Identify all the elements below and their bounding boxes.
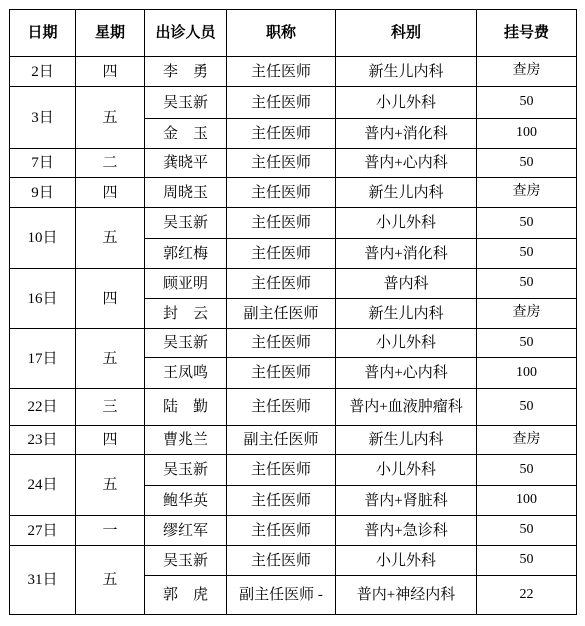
- fee-cell: 100: [477, 486, 577, 516]
- title-cell: 主任医师: [227, 486, 336, 516]
- title-cell: 主任医师: [227, 178, 336, 208]
- weekday-cell: 四: [76, 269, 145, 329]
- doctor-cell: 金 玉: [145, 119, 227, 149]
- fee-cell: 22: [477, 576, 577, 615]
- table-row: [10, 516, 577, 546]
- dept-cell: 新生儿内科: [336, 57, 477, 87]
- table-row: [10, 87, 577, 119]
- fee-cell: 100: [477, 358, 577, 389]
- fee-cell: 查房: [477, 426, 577, 455]
- fee-cell: 50: [477, 516, 577, 546]
- fee-cell: 50: [477, 269, 577, 299]
- dept-cell: 普内+消化科: [336, 239, 477, 269]
- schedule-table: [9, 9, 577, 615]
- table-row: [10, 178, 577, 208]
- header-fee: 挂号费: [477, 10, 577, 57]
- doctor-cell: 陆 勤: [145, 389, 227, 426]
- weekday-cell: 五: [76, 208, 145, 269]
- title-cell: 副主任医师: [227, 299, 336, 329]
- weekday-cell: 四: [76, 426, 145, 455]
- table-row: [10, 269, 577, 299]
- dept-cell: 普内+急诊科: [336, 516, 477, 546]
- header-title: 职称: [227, 10, 336, 57]
- table-row: [10, 426, 577, 455]
- table-row: [10, 149, 577, 178]
- title-cell: 主任医师: [227, 389, 336, 426]
- weekday-cell: 五: [76, 455, 145, 516]
- header-weekday: 星期: [76, 10, 145, 57]
- date-cell: 24日: [10, 455, 76, 516]
- fee-cell: 50: [477, 87, 577, 119]
- fee-cell: 50: [477, 455, 577, 486]
- dept-cell: 普内+消化科: [336, 119, 477, 149]
- title-cell: 主任医师: [227, 455, 336, 486]
- header-dept: 科别: [336, 10, 477, 57]
- fee-cell: 查房: [477, 299, 577, 329]
- title-cell: 主任医师: [227, 239, 336, 269]
- doctor-cell: 周晓玉: [145, 178, 227, 208]
- title-cell: 主任医师: [227, 516, 336, 546]
- doctor-cell: 曹兆兰: [145, 426, 227, 455]
- title-cell: 主任医师: [227, 329, 336, 358]
- dept-cell: 新生儿内科: [336, 299, 477, 329]
- fee-cell: 50: [477, 546, 577, 576]
- fee-cell: 50: [477, 149, 577, 178]
- date-cell: 10日: [10, 208, 76, 269]
- date-cell: 27日: [10, 516, 76, 546]
- title-cell: 副主任医师 -: [227, 576, 336, 615]
- title-cell: 主任医师: [227, 119, 336, 149]
- doctor-cell: 吴玉新: [145, 455, 227, 486]
- table-row: [10, 329, 577, 358]
- fee-cell: 50: [477, 329, 577, 358]
- header-doctor: 出诊人员: [145, 10, 227, 57]
- table-header: [10, 10, 577, 57]
- dept-cell: 新生儿内科: [336, 426, 477, 455]
- table-body: [10, 57, 577, 615]
- fee-cell: 50: [477, 208, 577, 239]
- fee-cell: 查房: [477, 178, 577, 208]
- date-cell: 22日: [10, 389, 76, 426]
- doctor-cell: 郭红梅: [145, 239, 227, 269]
- doctor-cell: 顾亚明: [145, 269, 227, 299]
- table-row: [10, 455, 577, 486]
- title-cell: 主任医师: [227, 269, 336, 299]
- dept-cell: 小儿外科: [336, 329, 477, 358]
- dept-cell: 小儿外科: [336, 87, 477, 119]
- doctor-cell: 李 勇: [145, 57, 227, 87]
- doctor-cell: 吴玉新: [145, 208, 227, 239]
- doctor-cell: 郭 虎: [145, 576, 227, 615]
- doctor-cell: 封 云: [145, 299, 227, 329]
- dept-cell: 普内+心内科: [336, 149, 477, 178]
- date-cell: 31日: [10, 546, 76, 615]
- title-cell: 主任医师: [227, 358, 336, 389]
- title-cell: 主任医师: [227, 87, 336, 119]
- dept-cell: 普内科: [336, 269, 477, 299]
- date-cell: 9日: [10, 178, 76, 208]
- table-row: [10, 546, 577, 576]
- date-cell: 17日: [10, 329, 76, 389]
- weekday-cell: 四: [76, 178, 145, 208]
- dept-cell: 普内+血液肿瘤科: [336, 389, 477, 426]
- dept-cell: 小儿外科: [336, 455, 477, 486]
- dept-cell: 普内+神经内科: [336, 576, 477, 615]
- weekday-cell: 三: [76, 389, 145, 426]
- date-cell: 23日: [10, 426, 76, 455]
- fee-cell: 50: [477, 239, 577, 269]
- dept-cell: 小儿外科: [336, 208, 477, 239]
- title-cell: 主任医师: [227, 57, 336, 87]
- fee-cell: 50: [477, 389, 577, 426]
- dept-cell: 普内+肾脏科: [336, 486, 477, 516]
- table-row: [10, 208, 577, 239]
- weekday-cell: 五: [76, 87, 145, 149]
- doctor-cell: 吴玉新: [145, 87, 227, 119]
- title-cell: 主任医师: [227, 149, 336, 178]
- doctor-cell: 缪红军: [145, 516, 227, 546]
- doctor-cell: 王凤鸣: [145, 358, 227, 389]
- header-row: [10, 10, 577, 57]
- doctor-cell: 龚晓平: [145, 149, 227, 178]
- date-cell: 2日: [10, 57, 76, 87]
- weekday-cell: 一: [76, 516, 145, 546]
- date-cell: 7日: [10, 149, 76, 178]
- fee-cell: 100: [477, 119, 577, 149]
- fee-cell: 查房: [477, 57, 577, 87]
- weekday-cell: 五: [76, 546, 145, 615]
- weekday-cell: 五: [76, 329, 145, 389]
- doctor-cell: 吴玉新: [145, 329, 227, 358]
- doctor-cell: 鲍华英: [145, 486, 227, 516]
- header-date: 日期: [10, 10, 76, 57]
- doctor-cell: 吴玉新: [145, 546, 227, 576]
- weekday-cell: 四: [76, 57, 145, 87]
- title-cell: 副主任医师: [227, 426, 336, 455]
- weekday-cell: 二: [76, 149, 145, 178]
- title-cell: 主任医师: [227, 208, 336, 239]
- title-cell: 主任医师: [227, 546, 336, 576]
- dept-cell: 小儿外科: [336, 546, 477, 576]
- dept-cell: 新生儿内科: [336, 178, 477, 208]
- date-cell: 16日: [10, 269, 76, 329]
- table-row: [10, 57, 577, 87]
- dept-cell: 普内+心内科: [336, 358, 477, 389]
- date-cell: 3日: [10, 87, 76, 149]
- table-row: [10, 389, 577, 426]
